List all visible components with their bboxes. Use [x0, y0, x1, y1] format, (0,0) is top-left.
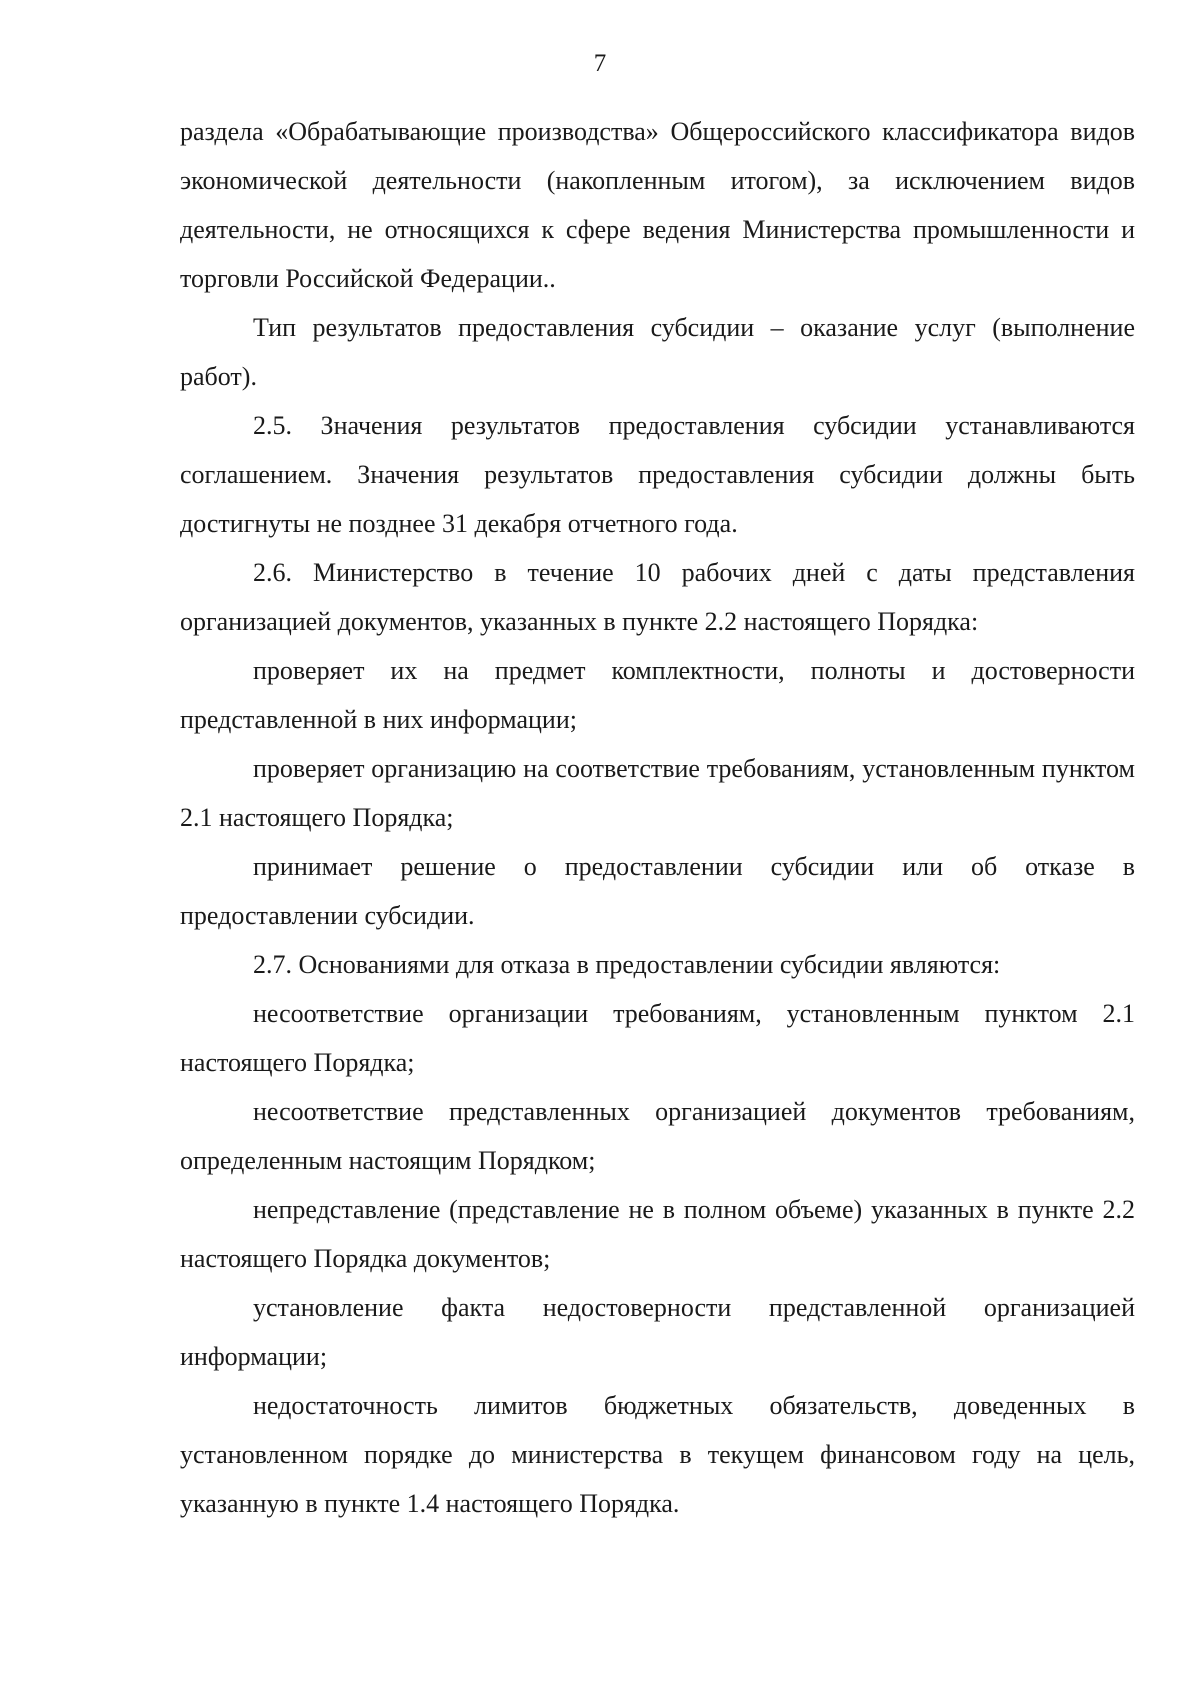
paragraph-2-7: 2.7. Основаниями для отказа в предоставлении субсидии являются: [253, 950, 1001, 979]
list-item-check-completeness: проверяет их на предмет комплектности, полноты и достоверности представленной в них информации; [180, 656, 1135, 734]
list-item-docs-missing: непредставление (представление не в полном объеме) указанных в пункте 2.2 настоящего Порядка документов; [180, 1195, 1135, 1273]
list-item-decision: принимает решение о предоставлении субсидии или об отказе в предоставлении субсидии. [180, 852, 1135, 930]
page-number: 7 [593, 50, 607, 77]
paragraph-continuation-okved: раздела «Обрабатывающие производства» Общероссийского классификатора видов экономической деятельности (накопленным итогом), за исключением видов деятельности, не относящихся к сфере ведения Министерства промышленности и торговли Российской Федерации.. [180, 117, 1135, 293]
list-item-docs-noncompliance: несоответствие представленных организацией документов требованиям, определенным настоящим Порядком; [180, 1097, 1135, 1175]
list-item-insufficient-limits: недостаточность лимитов бюджетных обязательств, доведенных в установленном порядке до министерства в текущем финансовом году на цель, указанную в пункте 1.4 настоящего Порядка. [180, 1391, 1135, 1518]
paragraph-result-type: Тип результатов предоставления субсидии – оказание услуг (выполнение работ). [180, 313, 1135, 391]
document-body [180, 107, 1135, 1528]
list-item-org-noncompliance: несоответствие организации требованиям, установленным пунктом 2.1 настоящего Порядка; [180, 999, 1135, 1077]
list-item-check-compliance: проверяет организацию на соответствие требованиям, установленным пунктом 2.1 настоящего Порядка; [180, 754, 1135, 832]
list-item-false-info: установление факта недостоверности представленной организацией информации; [180, 1293, 1135, 1371]
paragraph-2-6: 2.6. Министерство в течение 10 рабочих дней с даты представления организацией документов, указанных в пункте 2.2 настоящего Порядка: [180, 558, 1135, 636]
paragraph-2-5: 2.5. Значения результатов предоставления субсидии устанавливаются соглашением. Значения результатов предоставления субсидии должны быть достигнуты не позднее 31 декабря отчетного года. [180, 411, 1135, 538]
